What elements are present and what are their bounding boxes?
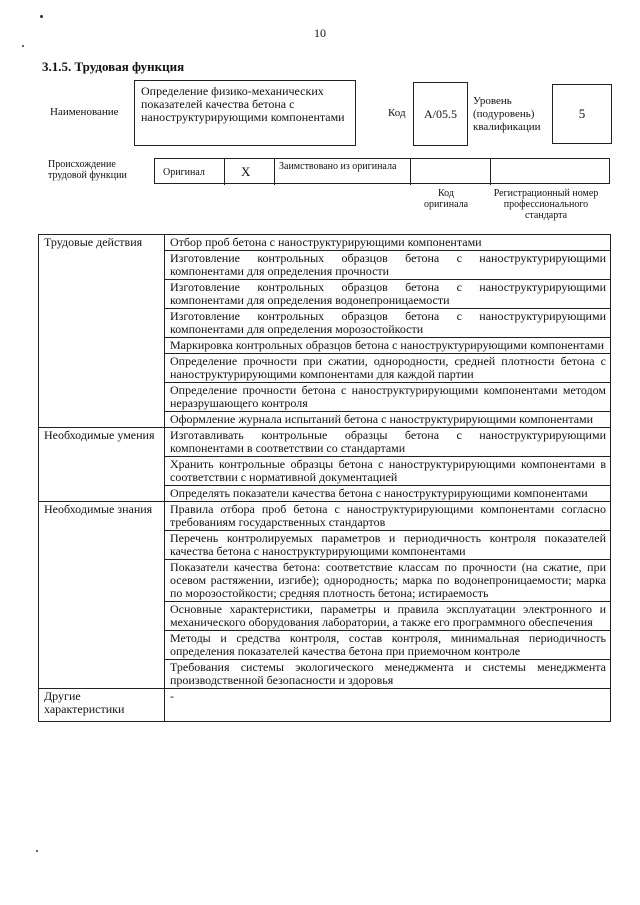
table-cell: Правила отбора проб бетона с наноструктурирующими компонентами согласно требованиям государственных стандартов bbox=[165, 502, 611, 531]
table-cell: Определение прочности при сжатии, однородности, средней плотности бетона с наноструктурирующими компонентами для каждой партии bbox=[165, 354, 611, 383]
original-label: Оригинал bbox=[163, 167, 205, 178]
level-label: Уровень (подуровень) квалификации bbox=[473, 95, 541, 133]
table-cell: Определение прочности бетона с наноструктурирующими компонентами методом неразрушающего контроля bbox=[165, 383, 611, 412]
table-row bbox=[39, 689, 611, 722]
table-cell: - bbox=[165, 689, 611, 722]
section-title-cell: Трудовые действия bbox=[39, 235, 165, 428]
scan-artifact-dot bbox=[22, 45, 24, 47]
origin-code-cell bbox=[411, 159, 491, 185]
table-cell: Методы и средства контроля, состав контроля, минимальная периодичность определения показателей качества бетона при приемочном контроле bbox=[165, 631, 611, 660]
labor-function-table bbox=[38, 234, 611, 722]
reg-number-label: Регистрационный номер профессионального стандарта bbox=[493, 188, 599, 221]
code-original-label: Код оригинала bbox=[423, 188, 469, 210]
level-value: 5 bbox=[552, 84, 612, 144]
origin-borrowed-cell bbox=[275, 159, 411, 185]
section-title-cell: Другие характеристики bbox=[39, 689, 165, 722]
table-cell: Оформление журнала испытаний бетона с наноструктурирующими компонентами bbox=[165, 412, 611, 428]
table-cell: Основные характеристики, параметры и правила эксплуатации электронного и механического оборудования лаборатории, а также его программного обеспечения bbox=[165, 602, 611, 631]
code-value: A/05.5 bbox=[413, 82, 468, 146]
scan-artifact-dot bbox=[40, 15, 43, 18]
table-cell: Определять показатели качества бетона с наноструктурирующими компонентами bbox=[165, 486, 611, 502]
table-cell: Хранить контрольные образцы бетона с наноструктурирующими компонентами в соответствии с нормативной документацией bbox=[165, 457, 611, 486]
original-mark: X bbox=[241, 164, 251, 179]
table-cell: Показатели качества бетона: соответствие классам по прочности (на сжатие, при осевом растяжении, изгибе); однородность; марка по водонепроницаемости; марка по морозостойкости; средняя плотность бетона; истираемость bbox=[165, 560, 611, 602]
table-cell: Изготовление контрольных образцов бетона с наноструктурирующими компонентами для определения водонепроницаемости bbox=[165, 280, 611, 309]
name-label: Наименование bbox=[50, 106, 119, 118]
table-cell: Изготавливать контрольные образцы бетона с наноструктурирующими компонентами в соответствии со стандартами bbox=[165, 428, 611, 457]
table-row bbox=[39, 235, 611, 251]
table-cell: Требования системы экологического менеджмента и системы менеджмента производственной безопасности и здоровья bbox=[165, 660, 611, 689]
origin-mark-cell bbox=[225, 159, 275, 185]
origin-original-cell bbox=[155, 159, 225, 185]
borrowed-label: Заимствовано из оригинала bbox=[279, 161, 397, 172]
table-cell: Изготовление контрольных образцов бетона с наноструктурирующими компонентами для определения морозостойкости bbox=[165, 309, 611, 338]
page-number: 10 bbox=[314, 26, 326, 40]
table-row bbox=[39, 428, 611, 457]
section-title-cell: Необходимые умения bbox=[39, 428, 165, 502]
section-title-cell: Необходимые знания bbox=[39, 502, 165, 689]
origin-label: Происхождение трудовой функции bbox=[48, 159, 127, 181]
table-row bbox=[39, 502, 611, 531]
table-cell: Маркировка контрольных образцов бетона с наноструктурирующими компонентами bbox=[165, 338, 611, 354]
table-cell: Изготовление контрольных образцов бетона с наноструктурирующими компонентами для определения прочности bbox=[165, 251, 611, 280]
scan-artifact-dot bbox=[36, 850, 38, 852]
table-cell: Перечень контролируемых параметров и периодичность контроля показателей качества бетона с наноструктурирующими компонентами bbox=[165, 531, 611, 560]
section-title: 3.1.5. Трудовая функция bbox=[42, 59, 185, 74]
origin-row bbox=[154, 158, 610, 184]
code-label: Код bbox=[388, 107, 406, 119]
function-name-box: Определение физико-механических показателей качества бетона с наноструктурирующими компонентами bbox=[134, 80, 356, 146]
table-cell: Отбор проб бетона с наноструктурирующими компонентами bbox=[165, 235, 611, 251]
